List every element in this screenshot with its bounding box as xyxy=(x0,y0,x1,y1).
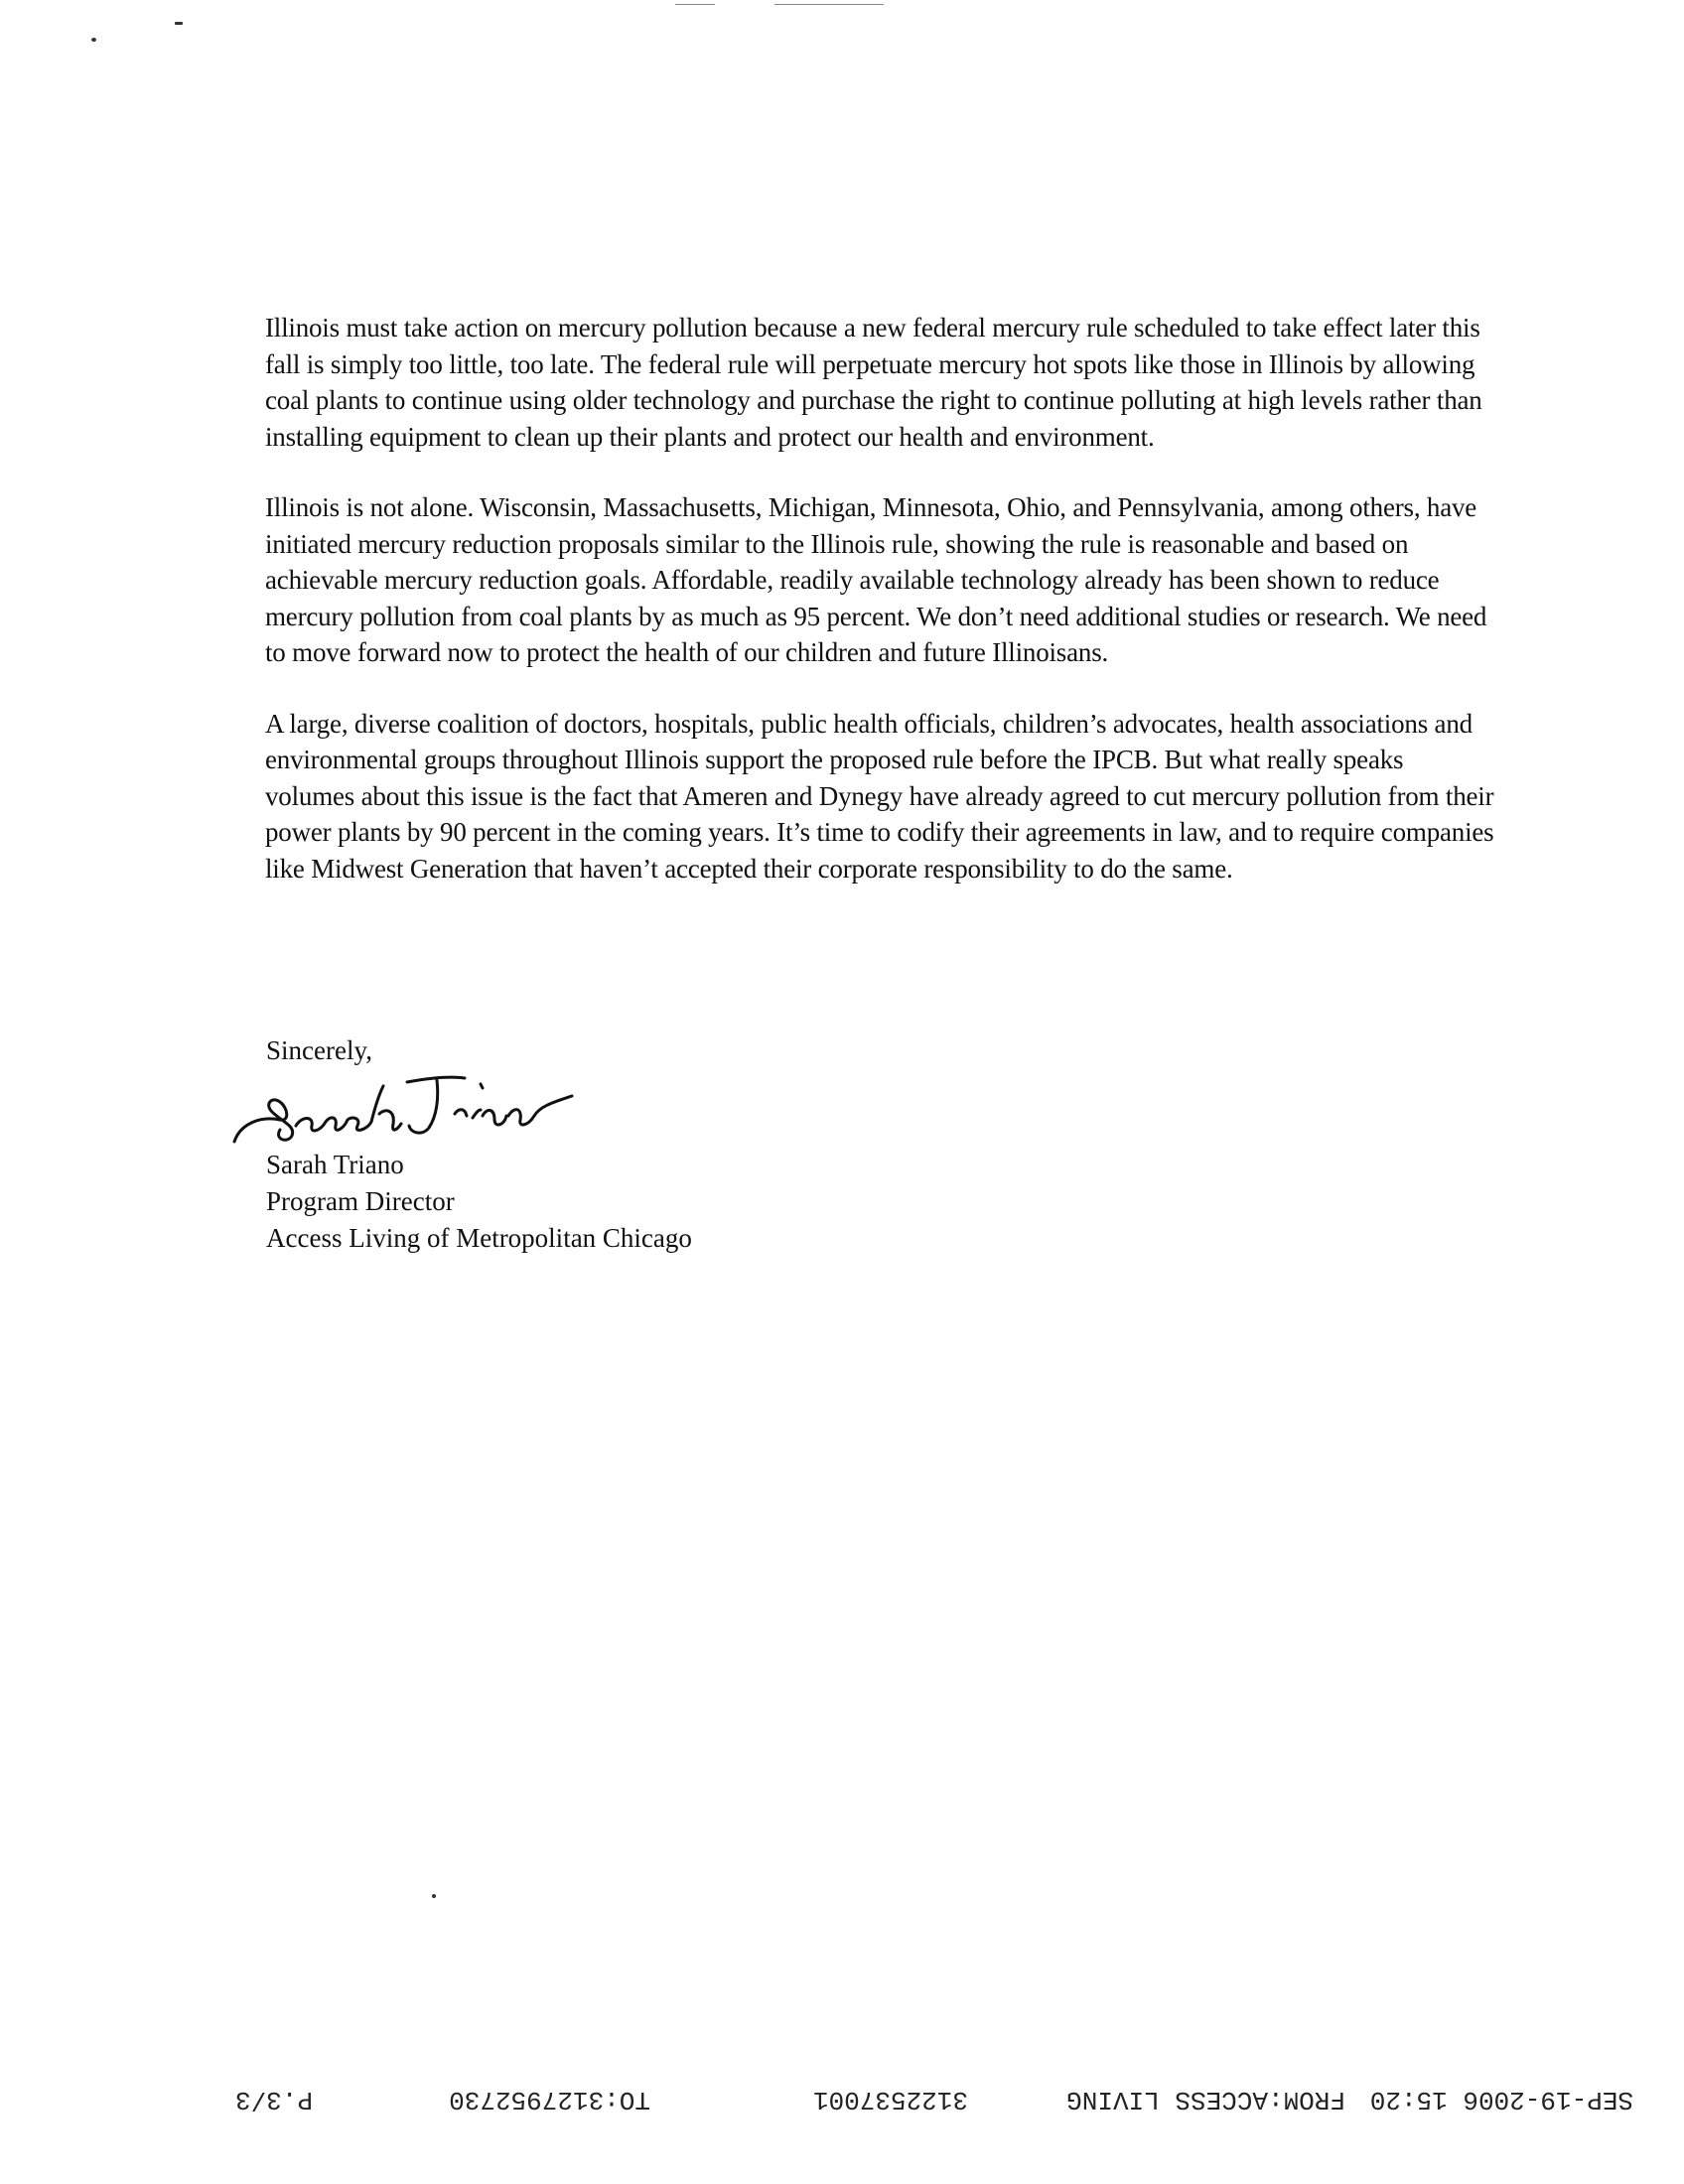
handwritten-signature xyxy=(230,1064,578,1154)
fax-sent-datetime: SEP-19-2006 15:20 xyxy=(1369,2085,1633,2115)
signer-title: Program Director xyxy=(266,1186,455,1216)
letter-body xyxy=(265,310,1496,921)
fax-from: FROM:ACCESS LIVING xyxy=(1066,2085,1345,2115)
signer-organization: Access Living of Metropolitan Chicago xyxy=(266,1223,692,1253)
paragraph-coalition: A large, diverse coalition of doctors, hospitals, public health officials, children’s advocates, health associations and environmental groups throughout Illinois support the proposed rule before the IPCB. But what really speaks volumes about this issue is the fact that Ameren and Dynegy have already agreed to cut mercury pollution from their power plants by 90 percent in the coming years. It’s time to codify their agreements in law, and to require companies like Midwest Generation that haven’t accepted their corporate responsibility to do the same. xyxy=(265,708,1494,884)
signature-block xyxy=(266,1147,692,1257)
fax-transmission-header xyxy=(204,2075,1633,2115)
closing-salutation: Sincerely, xyxy=(266,1035,372,1065)
scan-speck xyxy=(91,38,96,42)
paragraph-other-states: Illinois is not alone. Wisconsin, Massachusetts, Michigan, Minnesota, Ohio, and Pennsylvania, among others, have initiated mercury reduction proposals similar to the Illinois rule, showing the rule is reasonable and based on achievable mercury reduction goals. Affordable, readily available technology already has been shown to reduce mercury pollution from coal plants by as much as 95 percent. We don’t need additional studies or research. We need to move forward now to protect the health of our children and future Illinoisans. xyxy=(265,492,1487,667)
fax-from-number: 3122537001 xyxy=(812,2085,968,2115)
scan-speck xyxy=(175,22,183,25)
signer-name: Sarah Triano xyxy=(266,1150,404,1179)
scan-mark xyxy=(774,4,884,5)
fax-page-number: P.3/3 xyxy=(234,2085,313,2115)
scan-speck xyxy=(432,1894,436,1898)
scan-mark xyxy=(675,4,715,5)
paragraph-federal-rule: Illinois must take action on mercury pollution because a new federal mercury rule scheduled to take effect later this fall is simply too little, too late. The federal rule will perpetuate mercury hot spots like those in Illinois by allowing coal plants to continue using older technology and purchase the right to continue polluting at high levels rather than installing equipment to clean up their plants and protect our health and environment. xyxy=(265,313,1482,452)
fax-to: TO:3127952730 xyxy=(449,2085,650,2115)
